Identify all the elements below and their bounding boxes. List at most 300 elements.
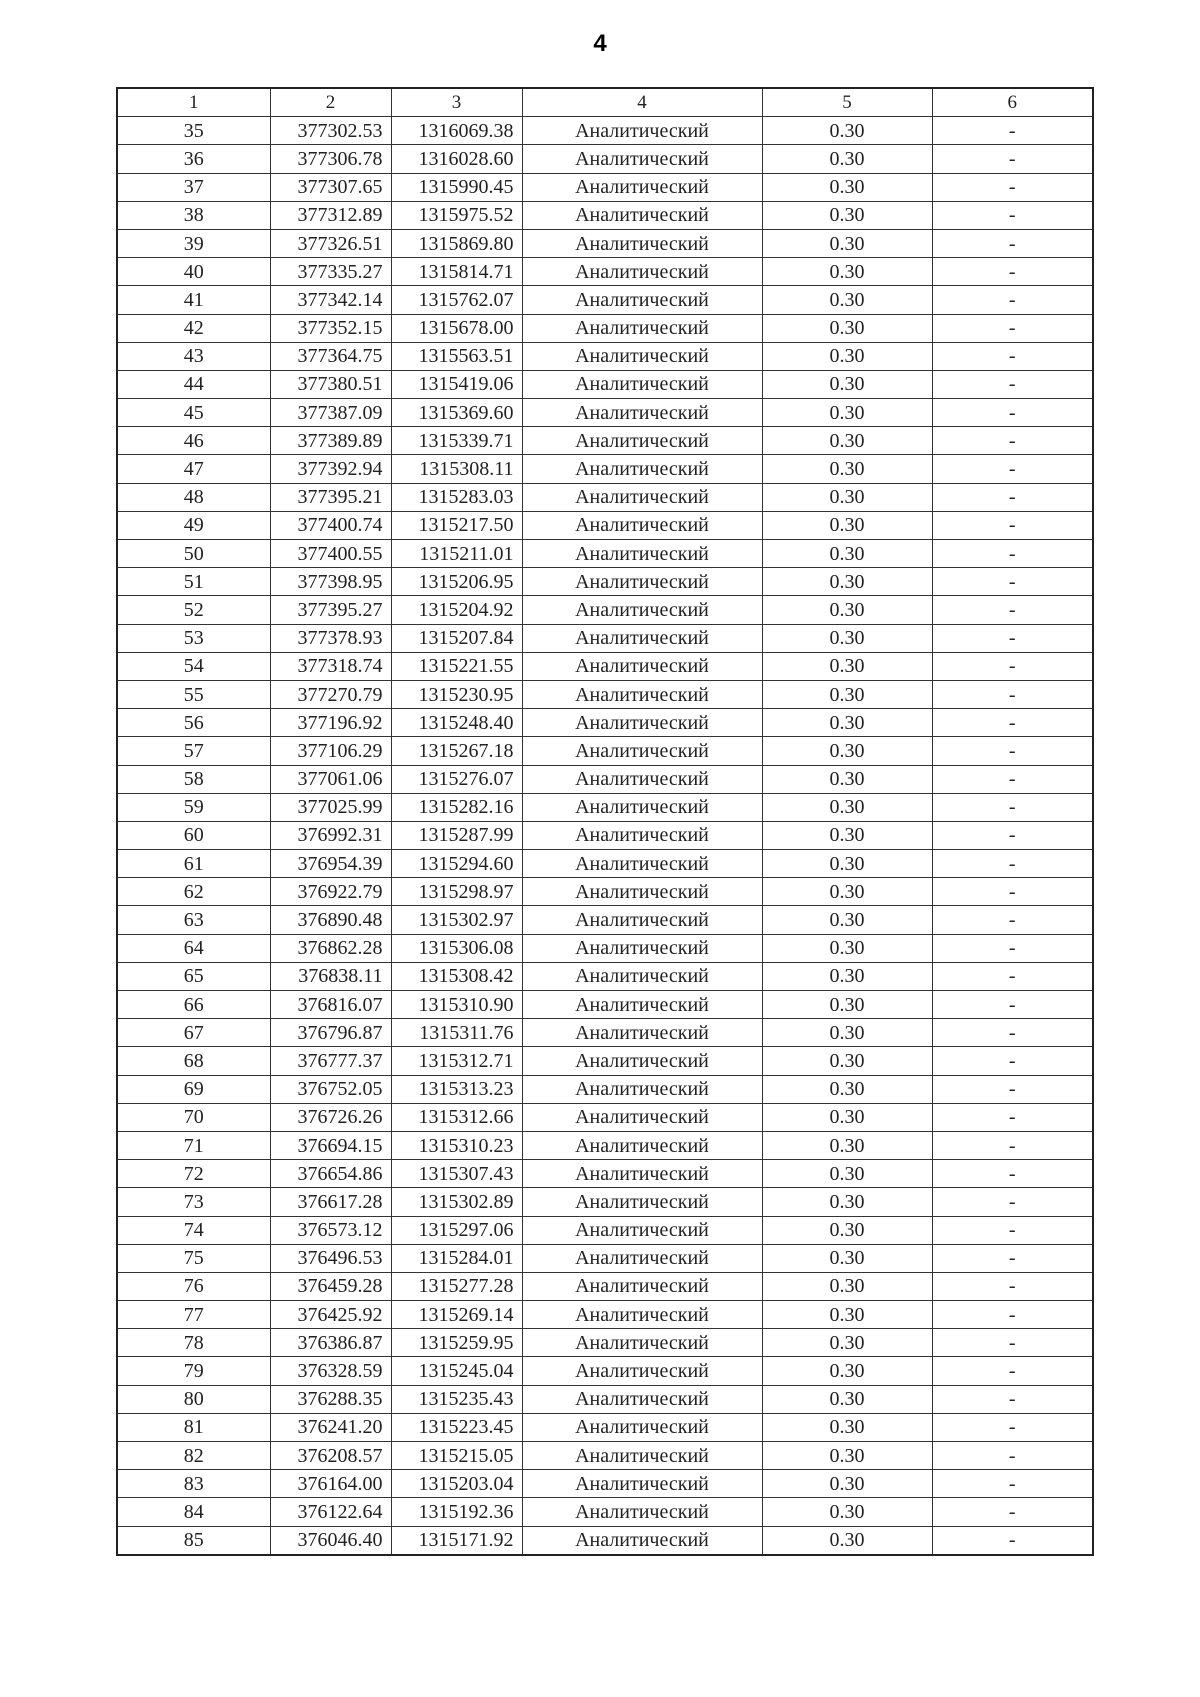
accuracy-cell: 0.30 xyxy=(762,1019,932,1047)
table-row xyxy=(117,1216,1093,1244)
description-cell: - xyxy=(932,286,1093,314)
x-coordinate-cell: 377392.94 xyxy=(270,455,391,483)
table-row xyxy=(117,258,1093,286)
method-cell: Аналитический xyxy=(522,793,762,821)
x-coordinate-cell: 376838.11 xyxy=(270,962,391,990)
y-coordinate-cell: 1316069.38 xyxy=(391,117,522,145)
y-coordinate-cell: 1315297.06 xyxy=(391,1216,522,1244)
description-cell: - xyxy=(932,1442,1093,1470)
description-cell: - xyxy=(932,342,1093,370)
point-number-cell: 58 xyxy=(117,765,270,793)
table-row xyxy=(117,737,1093,765)
table-row xyxy=(117,652,1093,680)
x-coordinate-cell: 376046.40 xyxy=(270,1526,391,1555)
y-coordinate-cell: 1315419.06 xyxy=(391,370,522,398)
y-coordinate-cell: 1315298.97 xyxy=(391,878,522,906)
y-coordinate-cell: 1315869.80 xyxy=(391,229,522,257)
x-coordinate-cell: 376386.87 xyxy=(270,1329,391,1357)
method-cell: Аналитический xyxy=(522,1047,762,1075)
point-number-cell: 63 xyxy=(117,906,270,934)
x-coordinate-cell: 377106.29 xyxy=(270,737,391,765)
method-cell: Аналитический xyxy=(522,314,762,342)
accuracy-cell: 0.30 xyxy=(762,1216,932,1244)
table-row xyxy=(117,962,1093,990)
point-number-cell: 45 xyxy=(117,399,270,427)
point-number-cell: 49 xyxy=(117,511,270,539)
y-coordinate-cell: 1315211.01 xyxy=(391,540,522,568)
x-coordinate-cell: 377335.27 xyxy=(270,258,391,286)
method-cell: Аналитический xyxy=(522,370,762,398)
point-number-cell: 39 xyxy=(117,229,270,257)
method-cell: Аналитический xyxy=(522,850,762,878)
point-number-cell: 75 xyxy=(117,1244,270,1272)
x-coordinate-cell: 377326.51 xyxy=(270,229,391,257)
point-number-cell: 57 xyxy=(117,737,270,765)
y-coordinate-cell: 1315302.97 xyxy=(391,906,522,934)
accuracy-cell: 0.30 xyxy=(762,511,932,539)
table-row xyxy=(117,455,1093,483)
table-row xyxy=(117,540,1093,568)
coordinates-table xyxy=(116,87,1094,1556)
method-cell: Аналитический xyxy=(522,1470,762,1498)
point-number-cell: 43 xyxy=(117,342,270,370)
description-cell: - xyxy=(932,1216,1093,1244)
description-cell: - xyxy=(932,596,1093,624)
x-coordinate-cell: 376122.64 xyxy=(270,1498,391,1526)
method-cell: Аналитический xyxy=(522,342,762,370)
y-coordinate-cell: 1315814.71 xyxy=(391,258,522,286)
y-coordinate-cell: 1315302.89 xyxy=(391,1188,522,1216)
table-row xyxy=(117,793,1093,821)
description-cell: - xyxy=(932,427,1093,455)
point-number-cell: 85 xyxy=(117,1526,270,1555)
description-cell: - xyxy=(932,258,1093,286)
description-cell: - xyxy=(932,821,1093,849)
description-cell: - xyxy=(932,793,1093,821)
x-coordinate-cell: 376862.28 xyxy=(270,934,391,962)
point-number-cell: 80 xyxy=(117,1385,270,1413)
description-cell: - xyxy=(932,850,1093,878)
description-cell: - xyxy=(932,1498,1093,1526)
accuracy-cell: 0.30 xyxy=(762,145,932,173)
method-cell: Аналитический xyxy=(522,117,762,145)
method-cell: Аналитический xyxy=(522,173,762,201)
y-coordinate-cell: 1315310.90 xyxy=(391,991,522,1019)
y-coordinate-cell: 1315230.95 xyxy=(391,680,522,708)
description-cell: - xyxy=(932,1131,1093,1159)
accuracy-cell: 0.30 xyxy=(762,1442,932,1470)
x-coordinate-cell: 377389.89 xyxy=(270,427,391,455)
x-coordinate-cell: 376208.57 xyxy=(270,1442,391,1470)
accuracy-cell: 0.30 xyxy=(762,1301,932,1329)
accuracy-cell: 0.30 xyxy=(762,1047,932,1075)
y-coordinate-cell: 1315277.28 xyxy=(391,1272,522,1300)
x-coordinate-cell: 377270.79 xyxy=(270,680,391,708)
point-number-cell: 47 xyxy=(117,455,270,483)
y-coordinate-cell: 1315276.07 xyxy=(391,765,522,793)
description-cell: - xyxy=(932,934,1093,962)
method-cell: Аналитический xyxy=(522,1131,762,1159)
table-row xyxy=(117,483,1093,511)
y-coordinate-cell: 1315294.60 xyxy=(391,850,522,878)
point-number-cell: 50 xyxy=(117,540,270,568)
table-row xyxy=(117,314,1093,342)
accuracy-cell: 0.30 xyxy=(762,1075,932,1103)
x-coordinate-cell: 377395.27 xyxy=(270,596,391,624)
accuracy-cell: 0.30 xyxy=(762,314,932,342)
description-cell: - xyxy=(932,1160,1093,1188)
description-cell: - xyxy=(932,709,1093,737)
description-cell: - xyxy=(932,483,1093,511)
point-number-cell: 79 xyxy=(117,1357,270,1385)
point-number-cell: 74 xyxy=(117,1216,270,1244)
x-coordinate-cell: 377395.21 xyxy=(270,483,391,511)
method-cell: Аналитический xyxy=(522,596,762,624)
description-cell: - xyxy=(932,399,1093,427)
point-number-cell: 77 xyxy=(117,1301,270,1329)
table-row xyxy=(117,1075,1093,1103)
accuracy-cell: 0.30 xyxy=(762,737,932,765)
y-coordinate-cell: 1315990.45 xyxy=(391,173,522,201)
x-coordinate-cell: 377400.55 xyxy=(270,540,391,568)
table-row xyxy=(117,1470,1093,1498)
table-row xyxy=(117,1188,1093,1216)
x-coordinate-cell: 377342.14 xyxy=(270,286,391,314)
x-coordinate-cell: 377400.74 xyxy=(270,511,391,539)
method-cell: Аналитический xyxy=(522,483,762,511)
x-coordinate-cell: 377307.65 xyxy=(270,173,391,201)
accuracy-cell: 0.30 xyxy=(762,821,932,849)
point-number-cell: 66 xyxy=(117,991,270,1019)
column-header: 5 xyxy=(762,88,932,117)
method-cell: Аналитический xyxy=(522,1188,762,1216)
description-cell: - xyxy=(932,1413,1093,1441)
table-row xyxy=(117,1103,1093,1131)
method-cell: Аналитический xyxy=(522,962,762,990)
accuracy-cell: 0.30 xyxy=(762,342,932,370)
table-row xyxy=(117,1301,1093,1329)
point-number-cell: 56 xyxy=(117,709,270,737)
table-row xyxy=(117,765,1093,793)
x-coordinate-cell: 377306.78 xyxy=(270,145,391,173)
accuracy-cell: 0.30 xyxy=(762,1131,932,1159)
x-coordinate-cell: 376890.48 xyxy=(270,906,391,934)
description-cell: - xyxy=(932,1047,1093,1075)
point-number-cell: 72 xyxy=(117,1160,270,1188)
accuracy-cell: 0.30 xyxy=(762,229,932,257)
description-cell: - xyxy=(932,906,1093,934)
y-coordinate-cell: 1315283.03 xyxy=(391,483,522,511)
x-coordinate-cell: 377352.15 xyxy=(270,314,391,342)
table-row xyxy=(117,624,1093,652)
table-row xyxy=(117,145,1093,173)
table-row xyxy=(117,1498,1093,1526)
table-row xyxy=(117,511,1093,539)
accuracy-cell: 0.30 xyxy=(762,765,932,793)
table-row xyxy=(117,568,1093,596)
point-number-cell: 55 xyxy=(117,680,270,708)
accuracy-cell: 0.30 xyxy=(762,793,932,821)
x-coordinate-cell: 376617.28 xyxy=(270,1188,391,1216)
table-row xyxy=(117,1244,1093,1272)
description-cell: - xyxy=(932,1244,1093,1272)
description-cell: - xyxy=(932,1301,1093,1329)
y-coordinate-cell: 1315313.23 xyxy=(391,1075,522,1103)
x-coordinate-cell: 377196.92 xyxy=(270,709,391,737)
description-cell: - xyxy=(932,1272,1093,1300)
y-coordinate-cell: 1315223.45 xyxy=(391,1413,522,1441)
description-cell: - xyxy=(932,117,1093,145)
table-row xyxy=(117,1131,1093,1159)
y-coordinate-cell: 1316028.60 xyxy=(391,145,522,173)
point-number-cell: 67 xyxy=(117,1019,270,1047)
point-number-cell: 37 xyxy=(117,173,270,201)
method-cell: Аналитический xyxy=(522,1526,762,1555)
x-coordinate-cell: 376726.26 xyxy=(270,1103,391,1131)
y-coordinate-cell: 1315269.14 xyxy=(391,1301,522,1329)
y-coordinate-cell: 1315235.43 xyxy=(391,1385,522,1413)
method-cell: Аналитический xyxy=(522,1329,762,1357)
description-cell: - xyxy=(932,540,1093,568)
accuracy-cell: 0.30 xyxy=(762,1498,932,1526)
x-coordinate-cell: 376573.12 xyxy=(270,1216,391,1244)
column-header: 4 xyxy=(522,88,762,117)
method-cell: Аналитический xyxy=(522,1357,762,1385)
accuracy-cell: 0.30 xyxy=(762,1272,932,1300)
point-number-cell: 48 xyxy=(117,483,270,511)
method-cell: Аналитический xyxy=(522,1442,762,1470)
accuracy-cell: 0.30 xyxy=(762,934,932,962)
y-coordinate-cell: 1315762.07 xyxy=(391,286,522,314)
point-number-cell: 44 xyxy=(117,370,270,398)
point-number-cell: 82 xyxy=(117,1442,270,1470)
y-coordinate-cell: 1315312.66 xyxy=(391,1103,522,1131)
x-coordinate-cell: 376694.15 xyxy=(270,1131,391,1159)
description-cell: - xyxy=(932,765,1093,793)
description-cell: - xyxy=(932,173,1093,201)
description-cell: - xyxy=(932,737,1093,765)
description-cell: - xyxy=(932,1470,1093,1498)
x-coordinate-cell: 376288.35 xyxy=(270,1385,391,1413)
x-coordinate-cell: 376992.31 xyxy=(270,821,391,849)
table-row xyxy=(117,1526,1093,1555)
accuracy-cell: 0.30 xyxy=(762,1470,932,1498)
point-number-cell: 78 xyxy=(117,1329,270,1357)
method-cell: Аналитический xyxy=(522,399,762,427)
method-cell: Аналитический xyxy=(522,1075,762,1103)
description-cell: - xyxy=(932,511,1093,539)
description-cell: - xyxy=(932,652,1093,680)
point-number-cell: 59 xyxy=(117,793,270,821)
table-row xyxy=(117,201,1093,229)
y-coordinate-cell: 1315339.71 xyxy=(391,427,522,455)
point-number-cell: 35 xyxy=(117,117,270,145)
x-coordinate-cell: 376496.53 xyxy=(270,1244,391,1272)
table-row xyxy=(117,906,1093,934)
accuracy-cell: 0.30 xyxy=(762,1329,932,1357)
y-coordinate-cell: 1315678.00 xyxy=(391,314,522,342)
accuracy-cell: 0.30 xyxy=(762,850,932,878)
y-coordinate-cell: 1315267.18 xyxy=(391,737,522,765)
y-coordinate-cell: 1315217.50 xyxy=(391,511,522,539)
accuracy-cell: 0.30 xyxy=(762,370,932,398)
y-coordinate-cell: 1315215.05 xyxy=(391,1442,522,1470)
table-row xyxy=(117,117,1093,145)
accuracy-cell: 0.30 xyxy=(762,568,932,596)
y-coordinate-cell: 1315221.55 xyxy=(391,652,522,680)
accuracy-cell: 0.30 xyxy=(762,652,932,680)
accuracy-cell: 0.30 xyxy=(762,709,932,737)
accuracy-cell: 0.30 xyxy=(762,906,932,934)
method-cell: Аналитический xyxy=(522,934,762,962)
x-coordinate-cell: 377025.99 xyxy=(270,793,391,821)
x-coordinate-cell: 376654.86 xyxy=(270,1160,391,1188)
method-cell: Аналитический xyxy=(522,1301,762,1329)
y-coordinate-cell: 1315312.71 xyxy=(391,1047,522,1075)
point-number-cell: 84 xyxy=(117,1498,270,1526)
point-number-cell: 53 xyxy=(117,624,270,652)
method-cell: Аналитический xyxy=(522,1413,762,1441)
accuracy-cell: 0.30 xyxy=(762,962,932,990)
accuracy-cell: 0.30 xyxy=(762,680,932,708)
accuracy-cell: 0.30 xyxy=(762,991,932,1019)
method-cell: Аналитический xyxy=(522,1244,762,1272)
table-row xyxy=(117,1019,1093,1047)
method-cell: Аналитический xyxy=(522,229,762,257)
x-coordinate-cell: 377398.95 xyxy=(270,568,391,596)
point-number-cell: 68 xyxy=(117,1047,270,1075)
table-row xyxy=(117,709,1093,737)
table-row xyxy=(117,370,1093,398)
method-cell: Аналитический xyxy=(522,427,762,455)
y-coordinate-cell: 1315282.16 xyxy=(391,793,522,821)
table-row xyxy=(117,399,1093,427)
x-coordinate-cell: 377061.06 xyxy=(270,765,391,793)
y-coordinate-cell: 1315308.11 xyxy=(391,455,522,483)
y-coordinate-cell: 1315563.51 xyxy=(391,342,522,370)
table-row xyxy=(117,427,1093,455)
method-cell: Аналитический xyxy=(522,652,762,680)
y-coordinate-cell: 1315248.40 xyxy=(391,709,522,737)
accuracy-cell: 0.30 xyxy=(762,1385,932,1413)
table-row xyxy=(117,173,1093,201)
x-coordinate-cell: 377302.53 xyxy=(270,117,391,145)
method-cell: Аналитический xyxy=(522,906,762,934)
description-cell: - xyxy=(932,878,1093,906)
column-header: 6 xyxy=(932,88,1093,117)
table-row xyxy=(117,229,1093,257)
method-cell: Аналитический xyxy=(522,1160,762,1188)
description-cell: - xyxy=(932,145,1093,173)
method-cell: Аналитический xyxy=(522,680,762,708)
table-row xyxy=(117,342,1093,370)
accuracy-cell: 0.30 xyxy=(762,483,932,511)
method-cell: Аналитический xyxy=(522,145,762,173)
y-coordinate-cell: 1315287.99 xyxy=(391,821,522,849)
x-coordinate-cell: 377364.75 xyxy=(270,342,391,370)
point-number-cell: 69 xyxy=(117,1075,270,1103)
accuracy-cell: 0.30 xyxy=(762,1413,932,1441)
y-coordinate-cell: 1315204.92 xyxy=(391,596,522,624)
y-coordinate-cell: 1315308.42 xyxy=(391,962,522,990)
point-number-cell: 65 xyxy=(117,962,270,990)
point-number-cell: 61 xyxy=(117,850,270,878)
table-row xyxy=(117,1413,1093,1441)
x-coordinate-cell: 376922.79 xyxy=(270,878,391,906)
table-row xyxy=(117,1357,1093,1385)
method-cell: Аналитический xyxy=(522,540,762,568)
y-coordinate-cell: 1315259.95 xyxy=(391,1329,522,1357)
table-row xyxy=(117,1047,1093,1075)
method-cell: Аналитический xyxy=(522,1498,762,1526)
y-coordinate-cell: 1315311.76 xyxy=(391,1019,522,1047)
accuracy-cell: 0.30 xyxy=(762,258,932,286)
table-row xyxy=(117,850,1093,878)
accuracy-cell: 0.30 xyxy=(762,286,932,314)
y-coordinate-cell: 1315203.04 xyxy=(391,1470,522,1498)
x-coordinate-cell: 376425.92 xyxy=(270,1301,391,1329)
y-coordinate-cell: 1315171.92 xyxy=(391,1526,522,1555)
method-cell: Аналитический xyxy=(522,455,762,483)
x-coordinate-cell: 376752.05 xyxy=(270,1075,391,1103)
method-cell: Аналитический xyxy=(522,737,762,765)
accuracy-cell: 0.30 xyxy=(762,1103,932,1131)
y-coordinate-cell: 1315284.01 xyxy=(391,1244,522,1272)
point-number-cell: 62 xyxy=(117,878,270,906)
accuracy-cell: 0.30 xyxy=(762,455,932,483)
method-cell: Аналитический xyxy=(522,1216,762,1244)
method-cell: Аналитический xyxy=(522,1019,762,1047)
table-row xyxy=(117,821,1093,849)
point-number-cell: 71 xyxy=(117,1131,270,1159)
accuracy-cell: 0.30 xyxy=(762,878,932,906)
point-number-cell: 52 xyxy=(117,596,270,624)
description-cell: - xyxy=(932,314,1093,342)
description-cell: - xyxy=(932,1075,1093,1103)
accuracy-cell: 0.30 xyxy=(762,1357,932,1385)
point-number-cell: 42 xyxy=(117,314,270,342)
x-coordinate-cell: 377380.51 xyxy=(270,370,391,398)
description-cell: - xyxy=(932,1526,1093,1555)
x-coordinate-cell: 377378.93 xyxy=(270,624,391,652)
point-number-cell: 73 xyxy=(117,1188,270,1216)
accuracy-cell: 0.30 xyxy=(762,117,932,145)
y-coordinate-cell: 1315307.43 xyxy=(391,1160,522,1188)
point-number-cell: 41 xyxy=(117,286,270,314)
point-number-cell: 46 xyxy=(117,427,270,455)
x-coordinate-cell: 377387.09 xyxy=(270,399,391,427)
description-cell: - xyxy=(932,568,1093,596)
method-cell: Аналитический xyxy=(522,1103,762,1131)
description-cell: - xyxy=(932,1188,1093,1216)
method-cell: Аналитический xyxy=(522,568,762,596)
x-coordinate-cell: 376459.28 xyxy=(270,1272,391,1300)
point-number-cell: 81 xyxy=(117,1413,270,1441)
x-coordinate-cell: 376777.37 xyxy=(270,1047,391,1075)
description-cell: - xyxy=(932,991,1093,1019)
y-coordinate-cell: 1315310.23 xyxy=(391,1131,522,1159)
y-coordinate-cell: 1315207.84 xyxy=(391,624,522,652)
accuracy-cell: 0.30 xyxy=(762,540,932,568)
column-header: 2 xyxy=(270,88,391,117)
table-row xyxy=(117,1329,1093,1357)
x-coordinate-cell: 376816.07 xyxy=(270,991,391,1019)
table-row xyxy=(117,596,1093,624)
method-cell: Аналитический xyxy=(522,878,762,906)
point-number-cell: 83 xyxy=(117,1470,270,1498)
y-coordinate-cell: 1315192.36 xyxy=(391,1498,522,1526)
description-cell: - xyxy=(932,1019,1093,1047)
